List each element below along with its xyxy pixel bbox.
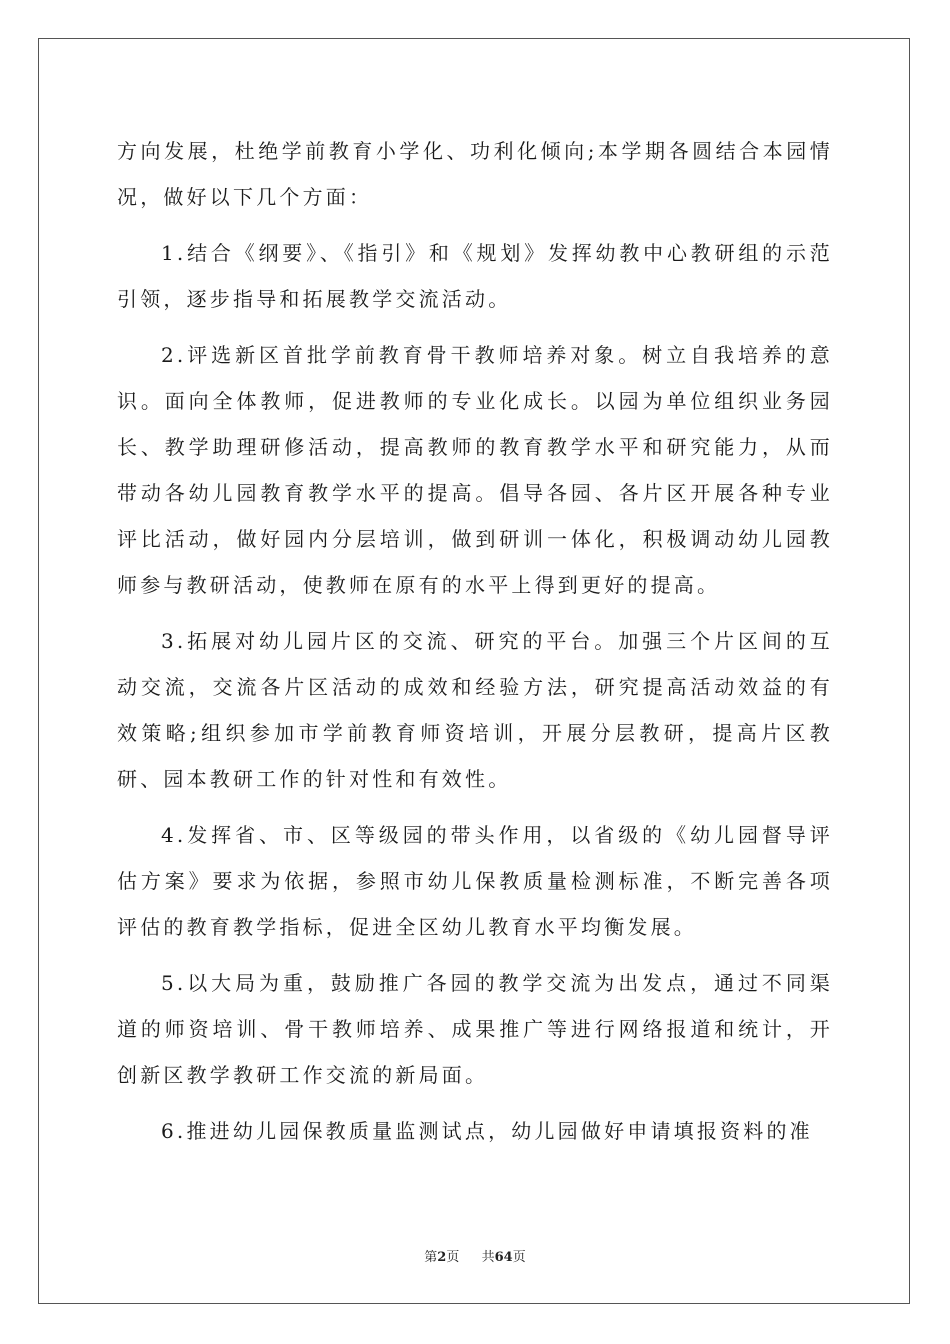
total-prefix: 共 <box>481 1250 495 1265</box>
current-page-number: 2 <box>437 1250 447 1265</box>
paragraph-item-3: 3.拓展对幼儿园片区的交流、研究的平台。加强三个片区间的互动交流，交流各片区活动的成效和经验方法，研究提高活动效益的有效策略;组织参加市学前教育师资培训，开展分层教研，提高片区教研、园本教研工作的针对性和有效性。 <box>117 629 833 791</box>
paragraph-item-2: 2.评选新区首批学前教育骨干教师培养对象。树立自我培养的意识。面向全体教师，促进教师的专业化成长。以园为单位组织业务园长、教学助理研修活动，提高教师的教育教学水平和研究能力，从而带动各幼儿园教育教学水平的提高。倡导各园、各片区开展各种专业评比活动，做好园内分层培训，做到研训一体化，积极调动幼儿园教师参与教研活动，使教师在原有的水平上得到更好的提高。 <box>117 343 833 597</box>
paragraph-item-6: 6.推进幼儿园保教质量监测试点，幼儿园做好申请填报资料的准 <box>161 1119 813 1143</box>
paragraph-item-4: 4.发挥省、市、区等级园的带头作用，以省级的《幼儿园督导评估方案》要求为依据，参照市幼儿保教质量检测标准，不断完善各项评估的教育教学指标，促进全区幼儿教育水平均衡发展。 <box>117 823 833 939</box>
document-body <box>117 128 833 1154</box>
page-prefix: 第 <box>424 1250 438 1265</box>
total-pages-label <box>482 1246 526 1265</box>
page-suffix: 页 <box>446 1250 460 1265</box>
page-number-label <box>424 1246 459 1265</box>
paragraph-continuation: 方向发展，杜绝学前教育小学化、功利化倾向;本学期各圆结合本园情况，做好以下几个方面： <box>117 139 833 209</box>
total-pages-number: 64 <box>494 1250 513 1265</box>
total-suffix: 页 <box>512 1250 526 1265</box>
page-footer <box>0 1246 950 1265</box>
paragraph-item-1: 1.结合《纲要》、《指引》和《规划》发挥幼教中心教研组的示范引领，逐步指导和拓展教学交流活动。 <box>117 241 833 311</box>
paragraph-item-5: 5.以大局为重，鼓励推广各园的教学交流为出发点，通过不同渠道的师资培训、骨干教师培养、成果推广等进行网络报道和统计，开创新区教学教研工作交流的新局面。 <box>117 971 833 1087</box>
